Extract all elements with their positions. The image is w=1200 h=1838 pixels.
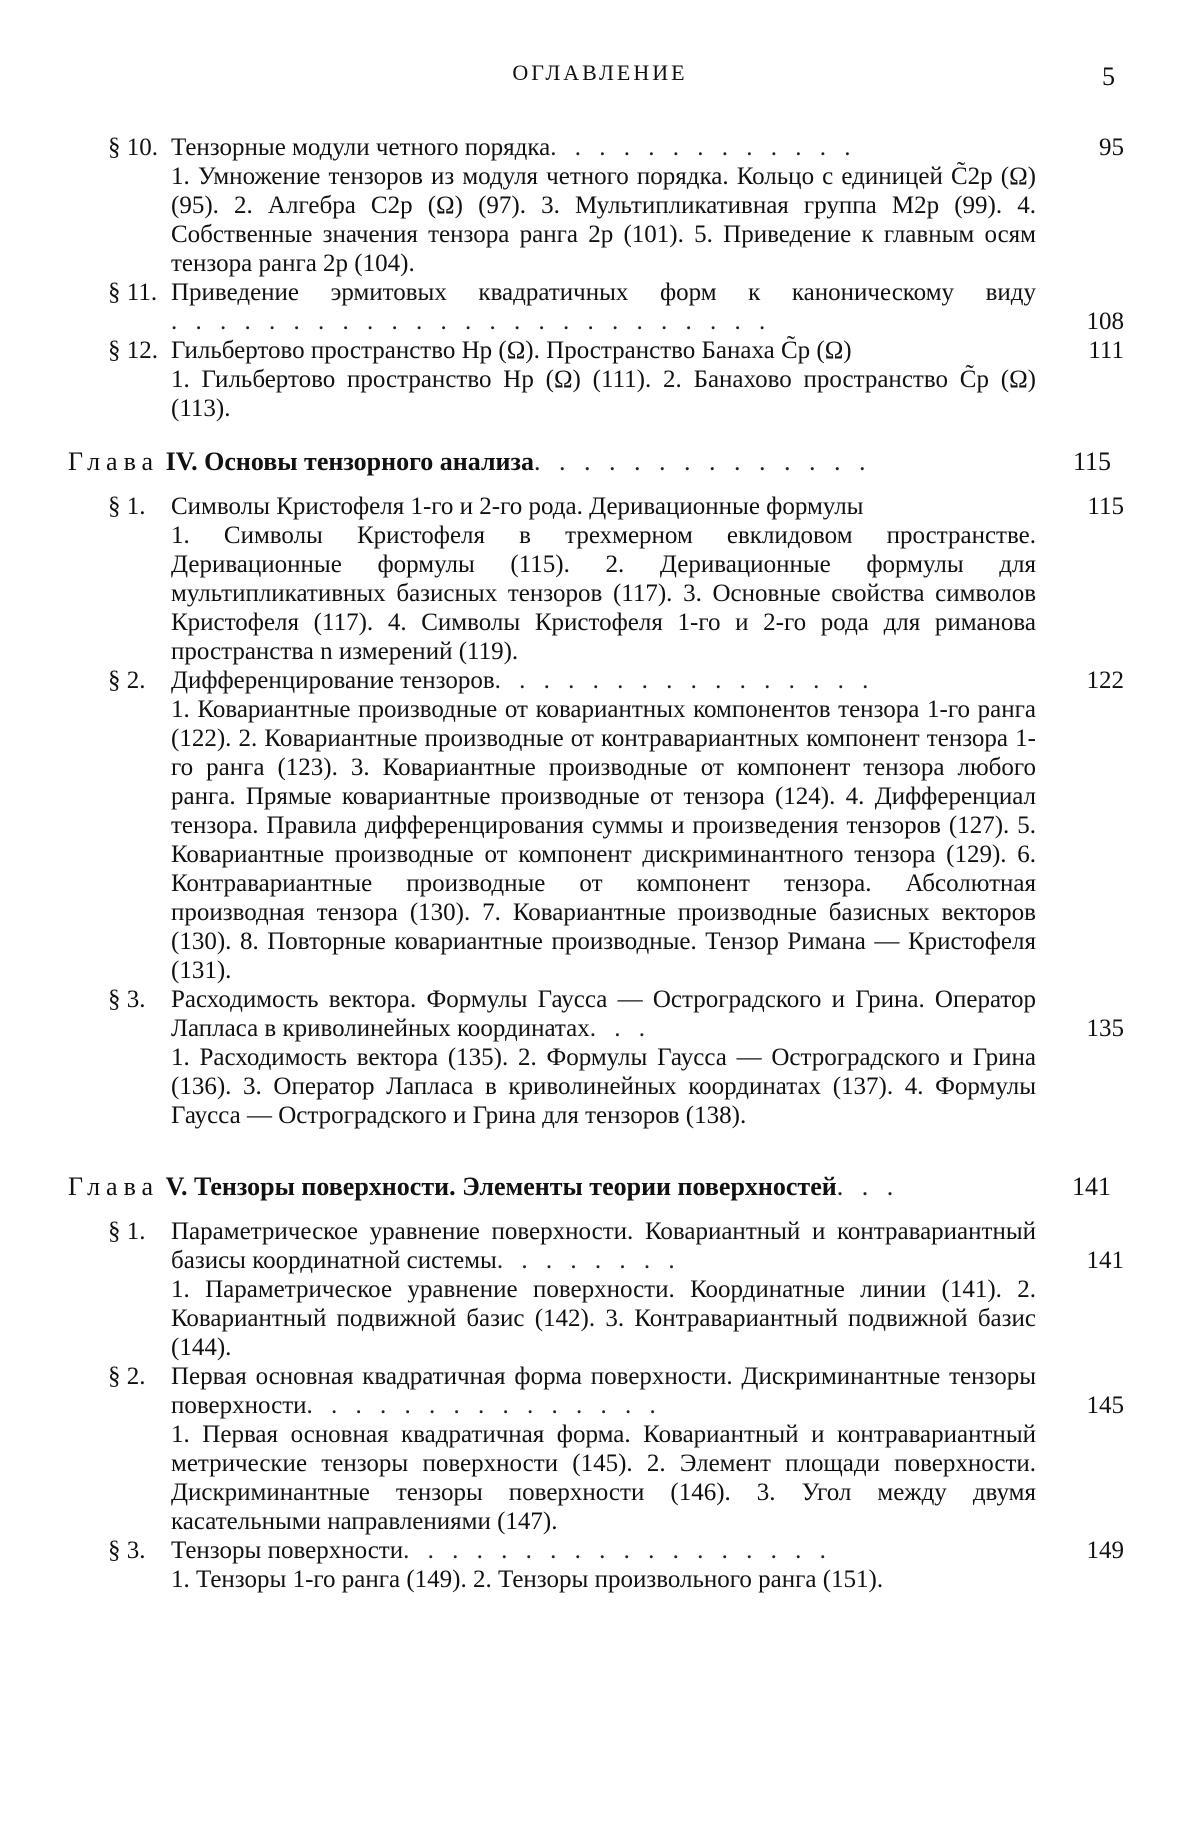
section-page: 145 [1086, 1392, 1124, 1419]
section-heading[interactable] [171, 492, 1124, 521]
toc-ch5-section-2 [0, 1362, 1200, 1536]
section-title: Тензорные модули четного порядка [171, 134, 551, 161]
section-mark: § 1. [108, 493, 146, 520]
section-heading[interactable] [171, 985, 1124, 1043]
section-title: Параметрическое уравнение поверхности. Ковариантный и контравариантный базисы координатной системы [171, 1218, 1036, 1274]
section-mark: § 3. [108, 1537, 146, 1564]
section-heading[interactable] [171, 1362, 1124, 1420]
section-contents: 1. Первая основная квадратичная форма. Ковариантный и контравариантный метрические тензоры поверхности (145). 2. Элемент площади поверхности. Дискриминантные тензоры поверхности (146). 3. Угол между двумя касательными направлениями (147). [171, 1421, 1036, 1535]
section-mark: § 2. [108, 1363, 146, 1390]
toc-ch5-section-3 [0, 1536, 1200, 1594]
chapter-page: 141 [1072, 1172, 1111, 1201]
running-title: ОГЛАВЛЕНИЕ [512, 60, 688, 85]
dot-leader: . . . . . . . . [496, 1247, 681, 1274]
toc-ch4-section-3 [0, 985, 1200, 1130]
toc-chapter-4[interactable] [68, 445, 1123, 478]
toc-ch4-section-1 [0, 492, 1200, 666]
section-title: Первая основная квадратичная форма поверхности. Дискриминантные тензоры поверхности [171, 1363, 1036, 1419]
toc-section-12 [0, 336, 1200, 423]
section-title: Приведение эрмитовых квадратичных форм к каноническому виду [171, 279, 1036, 306]
toc-chapter-5[interactable] [68, 1170, 1123, 1203]
section-page: 111 [1088, 337, 1124, 364]
chapter-page: 115 [1072, 447, 1111, 476]
section-page: 149 [1086, 1537, 1124, 1564]
section-heading[interactable] [171, 1217, 1124, 1275]
section-contents: 1. Тензоры 1-го ранга (149). 2. Тензоры произвольного ранга (151). [171, 1566, 884, 1593]
section-mark: § 3. [108, 986, 146, 1013]
section-page: 95 [1099, 134, 1124, 161]
section-heading[interactable] [171, 133, 1124, 162]
section-heading[interactable] [171, 278, 1124, 336]
section-page: 108 [1086, 308, 1124, 335]
section-contents: 1. Ковариантные производные от ковариантных компонентов тензора 1-го ранга (122). 2. Ковариантные производные от контравариантных компонент тензора 1-го ранга (123). 3. Ковариантные производные от компонент тензора любого ранга. Прямые ковариантные производные от тензора (124). 4. Дифференциал тензора. Правила дифференцирования суммы и произведения тензоров (127). 5. Ковариантные производные от компонент дискриминантного тензора (129). 6. Контравариантные производные от компонент тензора. Абсолютная производная тензора (130). 7. Ковариантные производные базисных векторов (130). 8. Повторные ковариантные производные. Тензор Римана — Кристофеля (131). [171, 696, 1036, 984]
section-heading[interactable] [171, 1536, 1124, 1565]
section-title: Символы Кристофеля 1-го и 2-го рода. Деривационные формулы [171, 493, 864, 520]
section-page: 135 [1086, 1015, 1124, 1042]
chapter-word: Глава [68, 1172, 160, 1201]
toc-section-10 [0, 133, 1200, 278]
dot-leader: . . . . . . . . . . . . . . . [306, 1392, 662, 1419]
section-contents: 1. Символы Кристофеля в трехмерном евклидовом пространстве. Деривационные формулы (115). 2. Деривационные формулы для мультипликативных базисных тензоров (117). 3. Основные свойства символов Кристофеля (117). 4. Символы Кристофеля 1-го и 2-го рода для риманова пространства n измерений (119). [171, 522, 1036, 665]
dot-leader: . . . . . . . . . . . . . . [533, 447, 872, 476]
section-title: Тензоры поверхности [171, 1537, 404, 1564]
section-contents: 1. Умножение тензоров из модуля четного порядка. Кольцо с единицей C̃2p (Ω) (95). 2. Алгебра C2p (Ω) (97). 3. Мультипликативная группа M2p (99). 4. Собственные значения тензора ранга 2p (101). 5. Приведение к главным осям тензора ранга 2p (104). [171, 163, 1036, 277]
dot-leader: . . . . . . . . . . . . . . . . . . . . . . . . . [171, 308, 772, 335]
dot-leader: . . . [589, 1015, 651, 1042]
section-page: 122 [1086, 667, 1124, 694]
dot-leader: . . . . . . . . . . . . . [550, 134, 857, 161]
chapter-title: V. Тензоры поверхности. Элементы теории поверхностей [165, 1172, 837, 1201]
dot-leader: . . . . . . . . . . . . . . . . . . [403, 1537, 832, 1564]
section-contents: 1. Гильбертово пространство Hp (Ω) (111). 2. Банахово пространство C̃p (Ω) (113). [171, 366, 1036, 422]
section-title: Гильбертово пространство Hp (Ω). Пространство Банаха C̃p (Ω) [171, 337, 852, 364]
chapter-word: Глава [68, 447, 160, 476]
section-title: Расходимость вектора. Формулы Гаусса — Остроградского и Грина. Оператор Лапласа в криволинейных координатах [171, 986, 1036, 1042]
section-mark: § 10. [108, 134, 158, 161]
toc-ch5-section-1 [0, 1217, 1200, 1362]
section-contents: 1. Параметрическое уравнение поверхности. Координатные линии (141). 2. Ковариантный подвижной базис (142). 3. Контравариантный подвижной базис (144). [171, 1276, 1036, 1361]
section-contents: 1. Расходимость вектора (135). 2. Формулы Гаусса — Остроградского и Грина (136). 3. Оператор Лапласа в криволинейных координатах (137). 4. Формулы Гаусса — Остроградского и Грина для тензоров (138). [171, 1044, 1036, 1129]
section-mark: § 12. [108, 337, 158, 364]
dot-leader: . . . [836, 1172, 900, 1201]
toc-section-11 [0, 278, 1200, 336]
section-mark: § 11. [108, 279, 158, 306]
section-mark: § 2. [108, 667, 146, 694]
page-number: 5 [1102, 62, 1115, 91]
section-mark: § 1. [108, 1218, 146, 1245]
section-heading[interactable] [171, 666, 1124, 695]
section-title: Дифференцирование тензоров [171, 667, 495, 694]
table-of-contents [0, 133, 1200, 1594]
page-header [0, 60, 1200, 100]
chapter-title: IV. Основы тензорного анализа [165, 447, 534, 476]
section-heading[interactable] [171, 336, 1124, 365]
section-page: 115 [1087, 493, 1124, 520]
section-page: 141 [1086, 1247, 1124, 1274]
toc-ch4-section-2 [0, 666, 1200, 985]
dot-leader: . . . . . . . . . . . . . . . . [494, 667, 875, 694]
